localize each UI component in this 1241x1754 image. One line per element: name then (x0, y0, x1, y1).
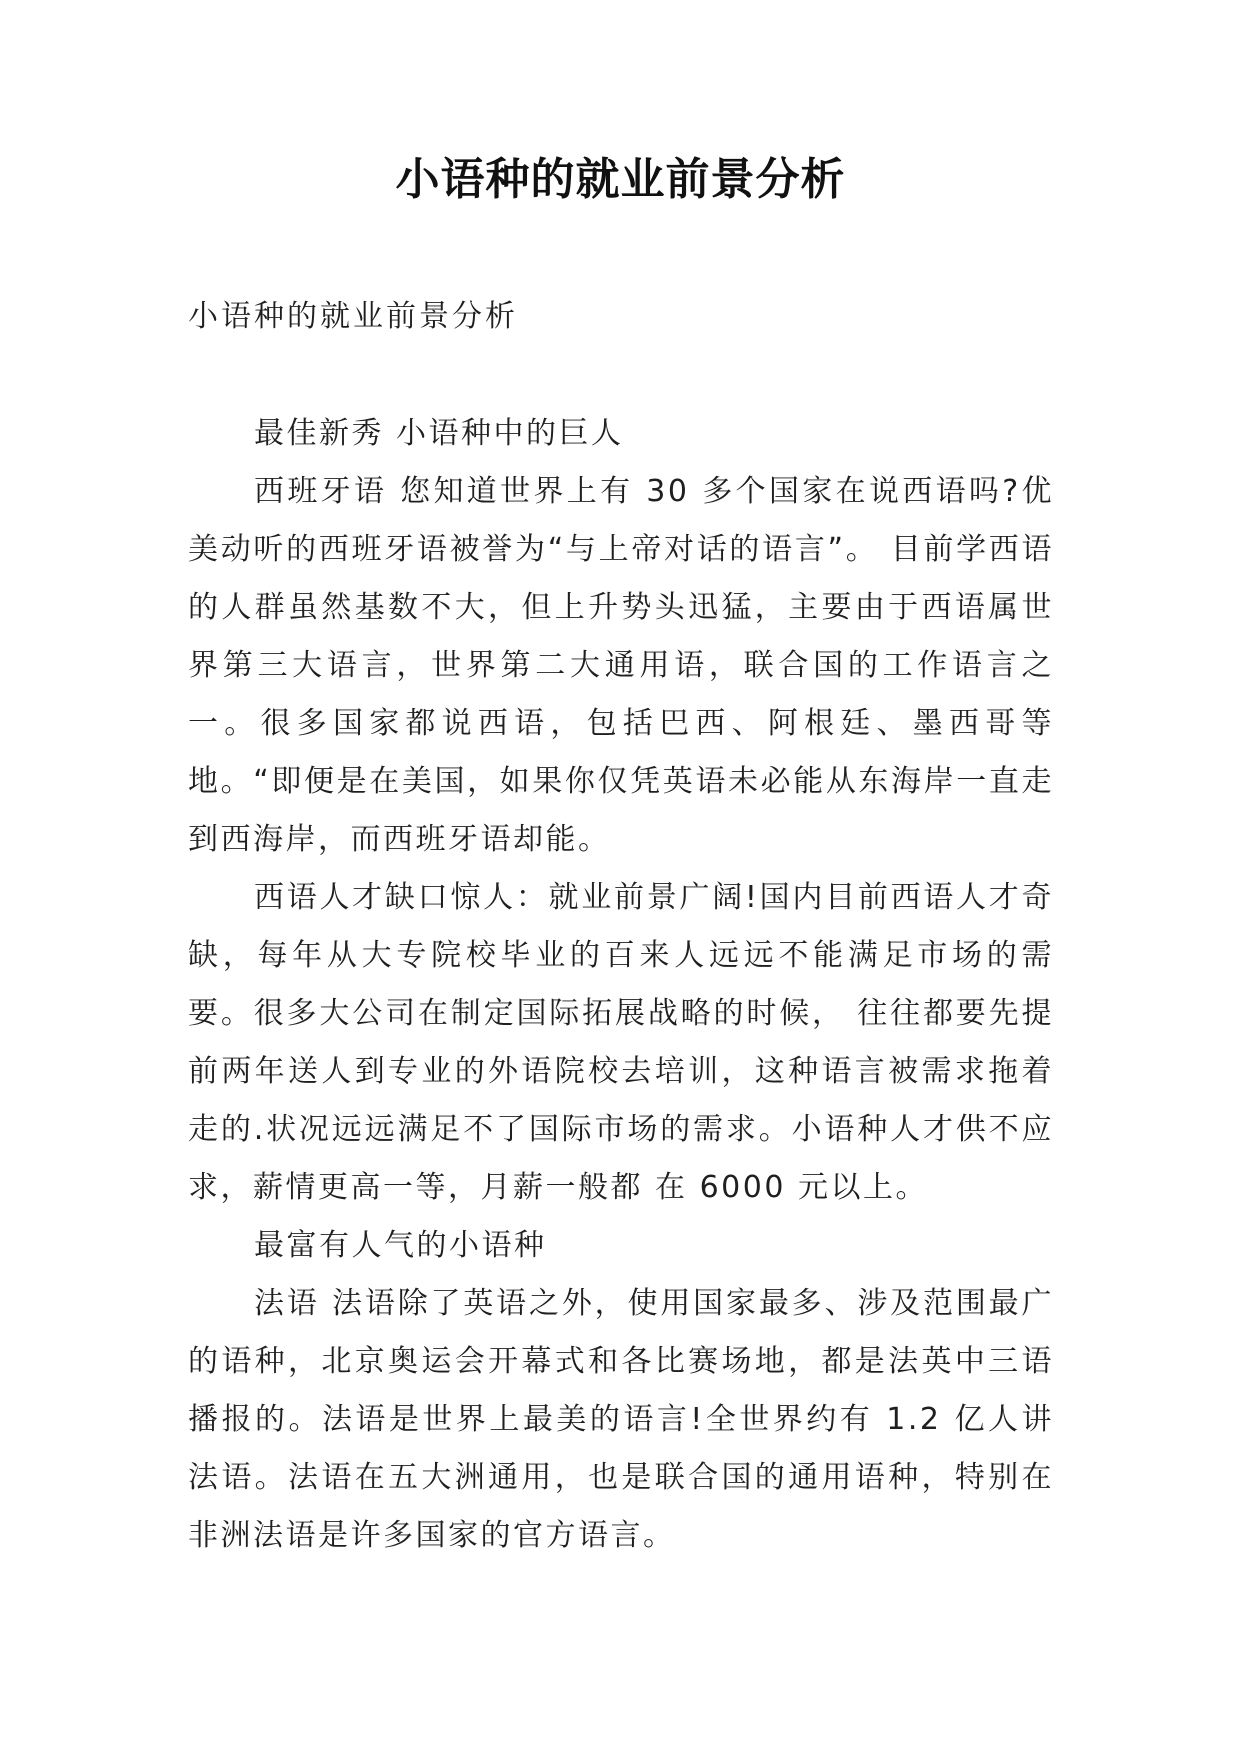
section-heading-french: 最富有人气的小语种 (254, 1228, 547, 1263)
section-heading-spanish: 最佳新秀 小语种中的巨人 (254, 416, 624, 451)
paragraph-spanish-employment: 西语人才缺口惊人：就业前景广阔!国内目前西语人才奇缺，每年从大专院校毕业的百来人远远不能满足市场的需要。很多大公司在制定国际拓展战略的时候， 往往都要先提前两年送人到专业的外语院校去培训，这种语言被需求拖着走的.状况远远满足不了国际市场的需求。小语种人才供不应求，薪情更高一等，月薪一般都 在 6000 元以上。 (188, 880, 1054, 1205)
paragraph-french-intro: 法语 法语除了英语之外，使用国家最多、涉及范围最广的语种，北京奥运会开幕式和各比赛场地，都是法英中三语播报的。法语是世界上最美的语言!全世界约有 1.2 亿人讲法语。法语在五大洲通用，也是联合国的通用语种，特别在非洲法语是许多国家的官方语言。 (188, 1286, 1054, 1553)
document-subtitle: 小语种的就业前景分析 (188, 299, 518, 334)
document-title: 小语种的就业前景分析 (395, 154, 846, 205)
paragraph-spanish-intro: 西班牙语 您知道世界上有 30 多个国家在说西语吗?优美动听的西班牙语被誉为“与上帝对话的语言”。 目前学西语的人群虽然基数不大，但上升势头迅猛，主要由于西语属世界第三大语言，世界第二大通用语，联合国的工作语言之一。很多国家都说西语，包括巴西、阿根廷、墨西哥等地。“即便是在美国，如果你仅凭英语未必能从东海岸一直走到西海岸，而西班牙语却能。 (188, 474, 1054, 857)
document-body (188, 405, 1054, 1565)
